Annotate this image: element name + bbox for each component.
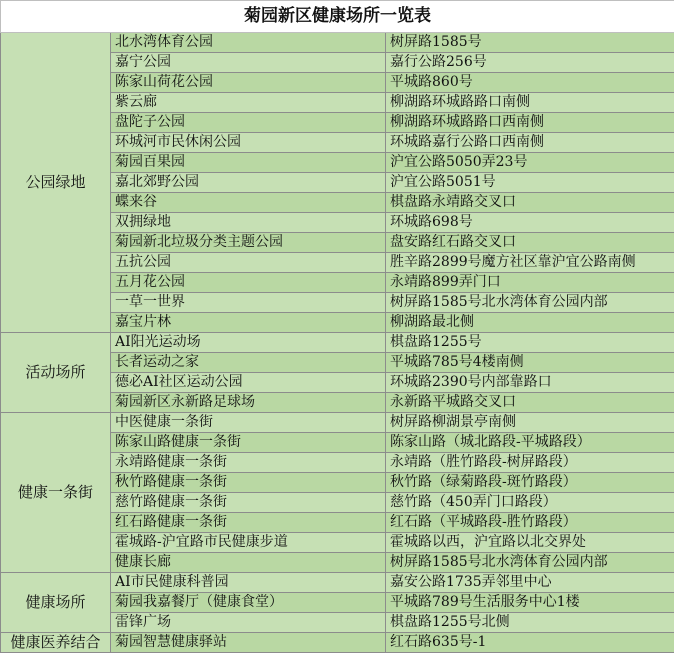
- venue-address-cell: 沪宜公路5051号: [386, 173, 674, 193]
- table-row: [1, 413, 674, 433]
- category-cell: 公园绿地: [1, 33, 111, 333]
- venue-address-cell: 柳湖路最北侧: [386, 313, 674, 333]
- table-row: [1, 573, 674, 593]
- venue-name-cell: 嘉宁公园: [111, 53, 386, 73]
- venue-address-cell: 树屏路1585号: [386, 33, 674, 53]
- venue-name-cell: 永靖路健康一条街: [111, 453, 386, 473]
- venue-name-cell: 菊园新北垃圾分类主题公园: [111, 233, 386, 253]
- venue-address-cell: 柳湖路环城路路口西南侧: [386, 113, 674, 133]
- venue-name-cell: AI阳光运动场: [111, 333, 386, 353]
- table-title: 菊园新区健康场所一览表: [1, 1, 674, 33]
- venue-address-cell: 树屏路柳湖景亭南侧: [386, 413, 674, 433]
- venue-name-cell: 雷锋广场: [111, 613, 386, 633]
- venue-address-cell: 环城路2390号内部靠路口: [386, 373, 674, 393]
- venue-address-cell: 树屏路1585号北水湾体育公园内部: [386, 293, 674, 313]
- venue-name-cell: 红石路健康一条街: [111, 513, 386, 533]
- venue-address-cell: 沪宜公路5050弄23号: [386, 153, 674, 173]
- venue-address-cell: 环城路698号: [386, 213, 674, 233]
- venue-address-cell: 嘉安公路1735弄邻里中心: [386, 573, 674, 593]
- venue-name-cell: 菊园百果园: [111, 153, 386, 173]
- venue-address-cell: 陈家山路（城北路段-平城路段）: [386, 433, 674, 453]
- venue-address-cell: 秋竹路（绿菊路段-斑竹路段）: [386, 473, 674, 493]
- venue-address-cell: 永靖路899弄门口: [386, 273, 674, 293]
- category-cell: 健康一条街: [1, 413, 111, 573]
- venue-name-cell: 嘉北郊野公园: [111, 173, 386, 193]
- venue-address-cell: 盘安路红石路交叉口: [386, 233, 674, 253]
- venue-address-cell: 红石路635号-1: [386, 633, 674, 653]
- venue-name-cell: 五月花公园: [111, 273, 386, 293]
- venue-name-cell: 长者运动之家: [111, 353, 386, 373]
- venue-name-cell: 陈家山路健康一条街: [111, 433, 386, 453]
- venue-name-cell: 五抗公园: [111, 253, 386, 273]
- table-row: [1, 633, 674, 653]
- venue-name-cell: 嘉宝片林: [111, 313, 386, 333]
- venue-address-cell: 柳湖路环城路路口南侧: [386, 93, 674, 113]
- table-row: [1, 333, 674, 353]
- venue-address-cell: 棋盘路1255号: [386, 333, 674, 353]
- venue-address-cell: 平城路785号4楼南侧: [386, 353, 674, 373]
- table-row: [1, 33, 674, 53]
- category-cell: 活动场所: [1, 333, 111, 413]
- venue-name-cell: 慈竹路健康一条街: [111, 493, 386, 513]
- venue-address-cell: 永靖路（胜竹路段-树屏路段）: [386, 453, 674, 473]
- venue-name-cell: 德必AI社区运动公园: [111, 373, 386, 393]
- venue-address-cell: 慈竹路（450弄门口路段）: [386, 493, 674, 513]
- venue-name-cell: 一草一世界: [111, 293, 386, 313]
- venue-name-cell: 中医健康一条街: [111, 413, 386, 433]
- venue-address-cell: 棋盘路永靖路交叉口: [386, 193, 674, 213]
- venue-name-cell: 菊园我嘉餐厅（健康食堂）: [111, 593, 386, 613]
- venue-name-cell: 陈家山荷花公园: [111, 73, 386, 93]
- venue-address-cell: 胜辛路2899号魔方社区靠沪宜公路南侧: [386, 253, 674, 273]
- venue-name-cell: 秋竹路健康一条街: [111, 473, 386, 493]
- venue-address-cell: 永新路平城路交叉口: [386, 393, 674, 413]
- venue-name-cell: AI市民健康科普园: [111, 573, 386, 593]
- venue-name-cell: 北水湾体育公园: [111, 33, 386, 53]
- venue-address-cell: 红石路（平城路段-胜竹路段）: [386, 513, 674, 533]
- venue-address-cell: 平城路860号: [386, 73, 674, 93]
- category-cell: 健康医养结合: [1, 633, 111, 653]
- venue-address-cell: 平城路789号生活服务中心1楼: [386, 593, 674, 613]
- venue-name-cell: 健康长廊: [111, 553, 386, 573]
- venue-name-cell: 菊园新区永新路足球场: [111, 393, 386, 413]
- venue-name-cell: 双拥绿地: [111, 213, 386, 233]
- venue-address-cell: 树屏路1585号北水湾体育公园内部: [386, 553, 674, 573]
- venue-name-cell: 环城河市民休闲公园: [111, 133, 386, 153]
- venue-name-cell: 霍城路-沪宜路市民健康步道: [111, 533, 386, 553]
- venue-name-cell: 紫云廊: [111, 93, 386, 113]
- category-cell: 健康场所: [1, 573, 111, 633]
- venue-name-cell: 菊园智慧健康驿站: [111, 633, 386, 653]
- venue-address-cell: 嘉行公路256号: [386, 53, 674, 73]
- venue-address-cell: 霍城路以西，沪宜路以北交界处: [386, 533, 674, 553]
- venue-address-cell: 环城路嘉行公路口西南侧: [386, 133, 674, 153]
- venue-name-cell: 盘陀子公园: [111, 113, 386, 133]
- venue-name-cell: 蝶来谷: [111, 193, 386, 213]
- venue-address-cell: 棋盘路1255号北侧: [386, 613, 674, 633]
